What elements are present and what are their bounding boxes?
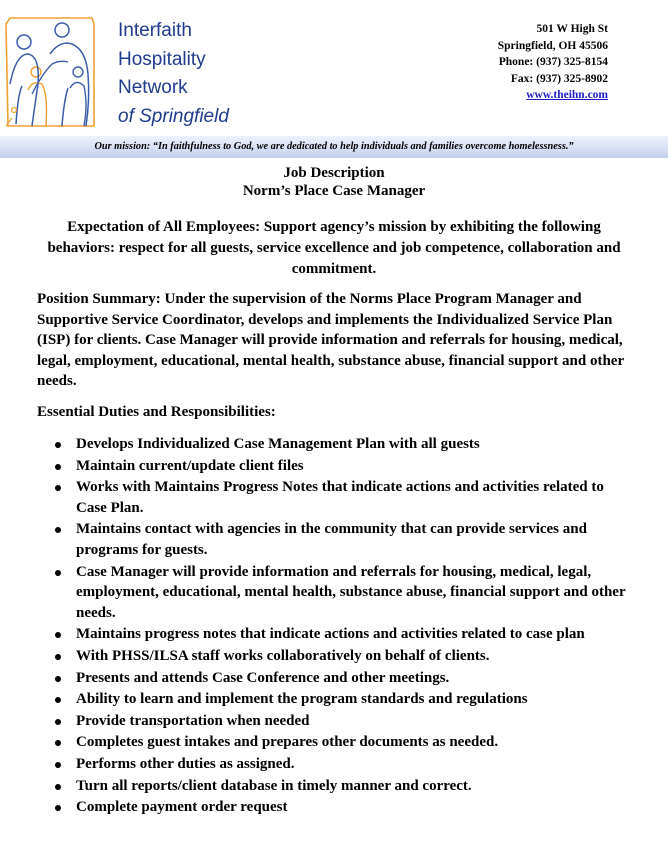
family-figures-logo	[2, 14, 100, 132]
bullet-icon	[55, 784, 61, 790]
bullet-icon	[55, 464, 61, 470]
bullet-icon	[55, 676, 61, 682]
list-item: Ability to learn and implement the program standards and regulations	[37, 689, 631, 710]
list-item: With PHSS/ILSA staff works collaboratively on behalf of clients.	[37, 646, 631, 667]
position-summary: Position Summary: Under the supervision of the Norms Place Program Manager and Supportive Service Coordinator, develops and implements the Individualized Service Plan (ISP) for clients. Case Manager will provide information and referrals for housing, medical, legal, employment, educational, mental health, substance abuse, financial support and other needs.	[37, 291, 624, 389]
bullet-icon	[55, 805, 61, 811]
address: 501 W High St	[536, 23, 608, 35]
bullet-icon	[55, 527, 61, 533]
org-name-line-3: Network	[118, 77, 188, 98]
page-title	[0, 165, 668, 200]
list-item: Turn all reports/client database in timely manner and correct.	[37, 776, 631, 797]
bullet-icon	[55, 485, 61, 491]
title-line-2: Norm’s Place Case Manager	[242, 182, 426, 199]
bullet-icon	[55, 762, 61, 768]
list-item: Provide transportation when needed	[37, 711, 631, 732]
bullet-icon	[55, 654, 61, 660]
list-item: Complete payment order request	[37, 797, 631, 818]
list-item: Presents and attends Case Conference and other meetings.	[37, 668, 631, 689]
bullet-icon	[55, 632, 61, 638]
bullet-icon	[55, 697, 61, 703]
phone: Phone: (937) 325-8154	[498, 56, 608, 68]
org-name-line-2: Hospitality	[118, 48, 206, 70]
list-item: Maintains contact with agencies in the community that can provide services and programs for guests.	[37, 519, 631, 560]
mission-banner: Our mission: “In faithfulness to God, we are dedicated to help individuals and families overcome homelessness.”	[0, 136, 668, 158]
duties-heading: Essential Duties and Responsibilities:	[37, 404, 276, 420]
org-name	[118, 17, 229, 131]
title-line-1: Job Description	[283, 165, 385, 181]
contact-block	[498, 21, 608, 104]
bullet-icon	[55, 442, 61, 448]
duties-list	[37, 434, 631, 819]
list-item: Case Manager will provide information and referrals for housing, medical, legal, employment, educational, mental health, substance abuse, financial support and other needs.	[37, 562, 631, 624]
list-item: Maintains progress notes that indicate actions and activities related to case plan	[37, 624, 631, 645]
expectation-paragraph: Expectation of All Employees: Support agency’s mission by exhibiting the following behaviors: respect for all guests, service excellence and job competence, collaboration and commitment.	[47, 219, 621, 277]
list-item: Maintain current/update client files	[37, 456, 631, 477]
bullet-icon	[55, 740, 61, 746]
list-item: Works with Maintains Progress Notes that indicate actions and activities related to Case Plan.	[37, 477, 631, 518]
website-link[interactable]: www.theihn.com	[526, 89, 608, 101]
bullet-icon	[55, 570, 61, 576]
city-state: Springfield, OH 45506	[497, 39, 608, 52]
list-item: Performs other duties as assigned.	[37, 754, 631, 775]
org-city: of Springfield	[118, 105, 229, 127]
bullet-icon	[55, 719, 61, 725]
fax: Fax: (937) 325-8902	[510, 72, 608, 85]
org-name-line-1: Interfaith	[118, 20, 192, 41]
list-item: Develops Individualized Case Management Plan with all guests	[37, 434, 631, 455]
list-item: Completes guest intakes and prepares other documents as needed.	[37, 732, 631, 753]
